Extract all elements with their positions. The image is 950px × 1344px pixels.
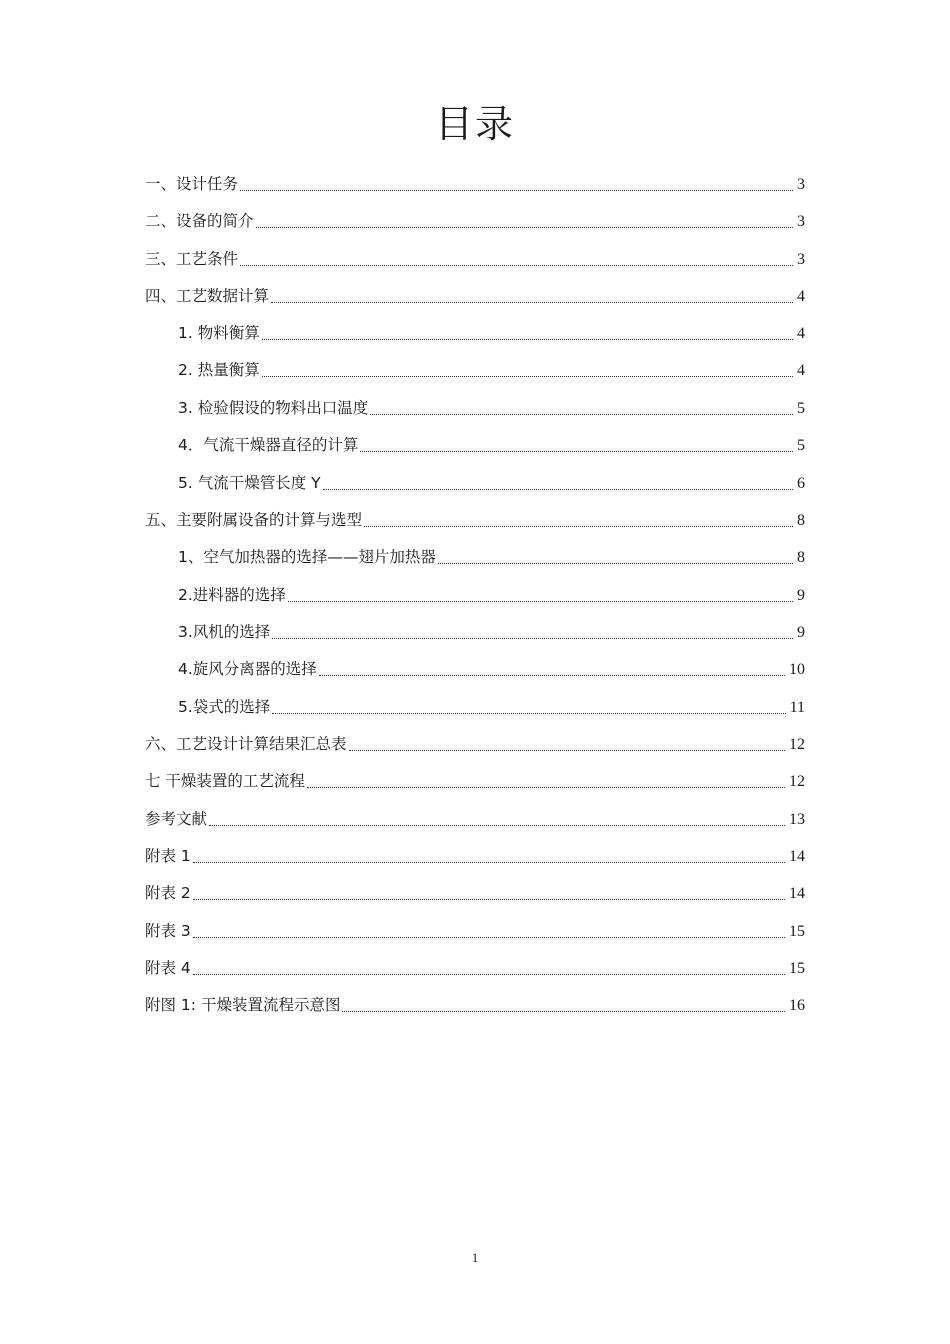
toc-entry-page: 15 [789, 960, 805, 977]
toc-entry-page: 10 [789, 661, 805, 678]
dot-leader [342, 1010, 785, 1012]
dot-leader [271, 301, 793, 303]
dot-leader [193, 898, 785, 900]
toc-entry-appendix-3[interactable] [145, 918, 805, 944]
toc-entry-figure-1[interactable] [145, 992, 805, 1018]
toc-entry-label: 附表 3 [145, 922, 191, 940]
dot-leader [193, 973, 785, 975]
toc-entry-4-3[interactable] [178, 395, 805, 421]
toc-entry-4[interactable] [145, 283, 805, 309]
toc-entry-label: 一、设计任务 [145, 175, 239, 193]
dot-leader [209, 824, 785, 826]
toc-entry-page: 14 [789, 848, 805, 865]
toc-entry-label: 五、主要附属设备的计算与选型 [145, 511, 363, 529]
dot-leader [370, 413, 793, 415]
toc-entry-4-1[interactable] [178, 320, 805, 346]
toc-entry-page: 5 [797, 437, 805, 454]
toc-entry-5-1[interactable] [178, 544, 805, 570]
dot-leader [240, 189, 793, 191]
dot-leader [438, 562, 793, 564]
toc-entry-5-2[interactable] [178, 582, 805, 608]
dot-leader [364, 525, 793, 527]
toc-entry-label: 附表 4 [145, 959, 191, 977]
toc-entry-label: 二、设备的简介 [145, 212, 254, 230]
dot-leader [240, 264, 793, 266]
toc-entry-page: 15 [789, 923, 805, 940]
toc-entry-label: 附图 1: 干燥装置流程示意图 [145, 996, 341, 1014]
toc-entry-label: 1. 物料衡算 [178, 324, 260, 342]
toc-entry-page: 4 [797, 325, 805, 342]
toc-entry-label: 1、空气加热器的选择——翅片加热器 [178, 548, 436, 566]
toc-entry-page: 8 [797, 512, 805, 529]
toc-entry-label: 三、工艺条件 [145, 250, 239, 268]
toc-entry-label: 4.旋风分离器的选择 [178, 660, 317, 678]
toc-entry-5[interactable] [145, 507, 805, 533]
dot-leader [323, 488, 793, 490]
toc-entry-page: 3 [797, 251, 805, 268]
toc-entry-5-3[interactable] [178, 619, 805, 645]
toc-entry-1[interactable] [145, 171, 805, 197]
toc-entry-label: 4．气流干燥器直径的计算 [178, 436, 359, 454]
dot-leader [360, 450, 793, 452]
toc-entry-6[interactable] [145, 731, 805, 757]
toc-entry-label: 2.进料器的选择 [178, 586, 286, 604]
dot-leader [256, 226, 793, 228]
toc-entry-label: 5. 气流干燥管长度 Y [178, 474, 321, 492]
toc-entry-page: 11 [789, 699, 805, 716]
toc-entry-4-5[interactable] [178, 470, 805, 496]
toc-entry-label: 七 干燥装置的工艺流程 [145, 772, 305, 790]
toc-entry-page: 3 [797, 213, 805, 230]
toc-entry-label: 3. 检验假设的物料出口温度 [178, 399, 369, 417]
toc-entry-7[interactable] [145, 768, 805, 794]
toc-entry-label: 参考文献 [145, 810, 208, 828]
toc-entry-label: 2. 热量衡算 [178, 361, 260, 379]
toc-entry-label: 附表 1 [145, 847, 191, 865]
toc-entry-label: 附表 2 [145, 884, 191, 902]
toc-entry-page: 16 [789, 997, 805, 1014]
toc-entry-4-2[interactable] [178, 357, 805, 383]
dot-leader [307, 786, 785, 788]
toc-entry-references[interactable] [145, 806, 805, 832]
toc-entry-page: 8 [797, 549, 805, 566]
toc-entry-label: 5.袋式的选择 [178, 698, 271, 716]
toc-entry-appendix-2[interactable] [145, 880, 805, 906]
toc-entry-2[interactable] [145, 208, 805, 234]
dot-leader [349, 749, 785, 751]
toc-entry-page: 5 [797, 400, 805, 417]
toc-entry-appendix-1[interactable] [145, 843, 805, 869]
toc-entry-page: 4 [797, 288, 805, 305]
dot-leader [319, 674, 785, 676]
toc-entry-3[interactable] [145, 246, 805, 272]
toc-entry-page: 14 [789, 885, 805, 902]
toc-entry-page: 9 [797, 624, 805, 641]
toc-entry-page: 3 [797, 176, 805, 193]
toc-entry-page: 6 [797, 475, 805, 492]
toc-entry-page: 9 [797, 587, 805, 604]
toc-entry-4-4[interactable] [178, 432, 805, 458]
dot-leader [272, 637, 793, 639]
toc-entry-page: 12 [789, 773, 805, 790]
dot-leader [272, 712, 785, 714]
dot-leader [262, 375, 793, 377]
toc-entry-5-4[interactable] [178, 656, 805, 682]
toc-entry-appendix-4[interactable] [145, 955, 805, 981]
dot-leader [193, 936, 785, 938]
dot-leader [288, 600, 793, 602]
dot-leader [262, 338, 793, 340]
toc-entry-page: 13 [789, 811, 805, 828]
toc-entry-label: 六、工艺设计计算结果汇总表 [145, 735, 347, 753]
toc-entry-label: 四、工艺数据计算 [145, 287, 270, 305]
toc-entry-page: 4 [797, 362, 805, 379]
page-number: 1 [471, 1250, 479, 1265]
dot-leader [193, 861, 785, 863]
toc-entry-5-5[interactable] [178, 694, 805, 720]
page-title: 目录 [434, 102, 515, 146]
toc-entry-label: 3.风机的选择 [178, 623, 271, 641]
toc-entry-page: 12 [789, 736, 805, 753]
